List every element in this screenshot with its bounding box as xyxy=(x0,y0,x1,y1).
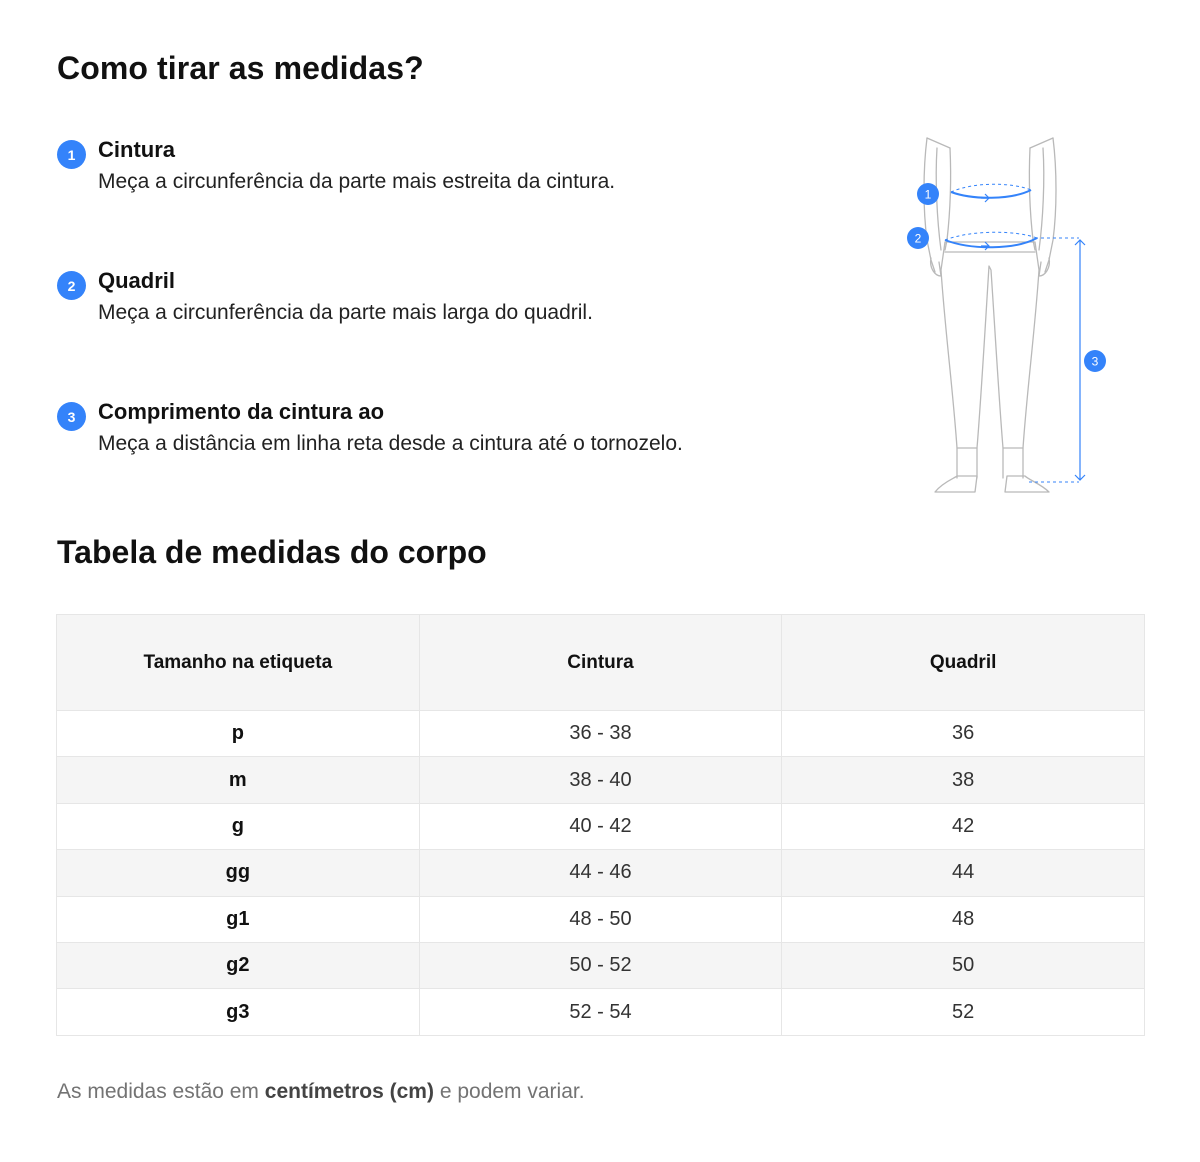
step-description: Meça a distância em linha reta desde a cintura até o tornozelo. xyxy=(98,432,683,455)
step-title: Cintura xyxy=(98,137,175,162)
how-to-measure-title: Como tirar as medidas? xyxy=(57,50,424,86)
waist-cell: 48 - 50 xyxy=(419,896,782,942)
size-label-cell: g2 xyxy=(57,942,420,988)
waist-cell: 50 - 52 xyxy=(419,942,782,988)
size-label-cell: g3 xyxy=(57,989,420,1035)
footnote-prefix: As medidas estão em xyxy=(57,1080,265,1103)
size-table-title: Tabela de medidas do corpo xyxy=(57,534,487,570)
waist-cell: 44 - 46 xyxy=(419,850,782,896)
step-description: Meça a circunferência da parte mais estreita da cintura. xyxy=(98,170,616,193)
size-label-cell: m xyxy=(57,757,420,803)
table-header-row xyxy=(57,615,1145,711)
table-row xyxy=(57,896,1145,942)
hip-cell: 38 xyxy=(782,757,1145,803)
column-header-hip: Quadril xyxy=(782,615,1145,711)
footnote-suffix: e podem variar. xyxy=(433,1080,585,1103)
units-footnote xyxy=(57,1080,585,1104)
hip-cell: 52 xyxy=(782,989,1145,1035)
column-header-size: Tamanho na etiqueta xyxy=(57,615,420,711)
waist-cell: 52 - 54 xyxy=(419,989,782,1035)
table-row xyxy=(57,989,1145,1035)
waist-cell: 38 - 40 xyxy=(419,757,782,803)
size-label-cell: p xyxy=(57,711,420,757)
footnote-units: centímetros (cm) xyxy=(264,1080,434,1103)
size-label-cell: g xyxy=(57,803,420,849)
table-row xyxy=(57,803,1145,849)
column-header-waist: Cintura xyxy=(419,615,782,711)
step-number-badge: 1 xyxy=(57,140,86,169)
hip-cell: 42 xyxy=(782,803,1145,849)
size-label-cell: g1 xyxy=(57,896,420,942)
table-row xyxy=(57,711,1145,757)
step-title: Comprimento da cintura ao xyxy=(98,399,385,424)
waist-cell: 40 - 42 xyxy=(419,803,782,849)
svg-text:2: 2 xyxy=(914,231,922,246)
hip-cell: 48 xyxy=(782,896,1145,942)
pants-measurement-illustration xyxy=(895,130,1125,510)
hip-cell: 36 xyxy=(782,711,1145,757)
hip-cell: 44 xyxy=(782,850,1145,896)
table-row xyxy=(57,757,1145,803)
table-row xyxy=(57,850,1145,896)
waist-cell: 36 - 38 xyxy=(419,711,782,757)
marker-3 xyxy=(1084,350,1106,372)
marker-1 xyxy=(917,183,939,205)
svg-text:3: 3 xyxy=(1091,354,1099,369)
size-table xyxy=(56,614,1145,1036)
hip-cell: 50 xyxy=(782,942,1145,988)
svg-text:1: 1 xyxy=(924,187,932,202)
step-number-badge: 2 xyxy=(57,271,86,300)
table-row xyxy=(57,942,1145,988)
size-label-cell: gg xyxy=(57,850,420,896)
step-title: Quadril xyxy=(98,268,176,293)
marker-2 xyxy=(907,227,929,249)
step-description: Meça a circunferência da parte mais larga do quadril. xyxy=(98,301,593,324)
step-number-badge: 3 xyxy=(57,402,86,431)
